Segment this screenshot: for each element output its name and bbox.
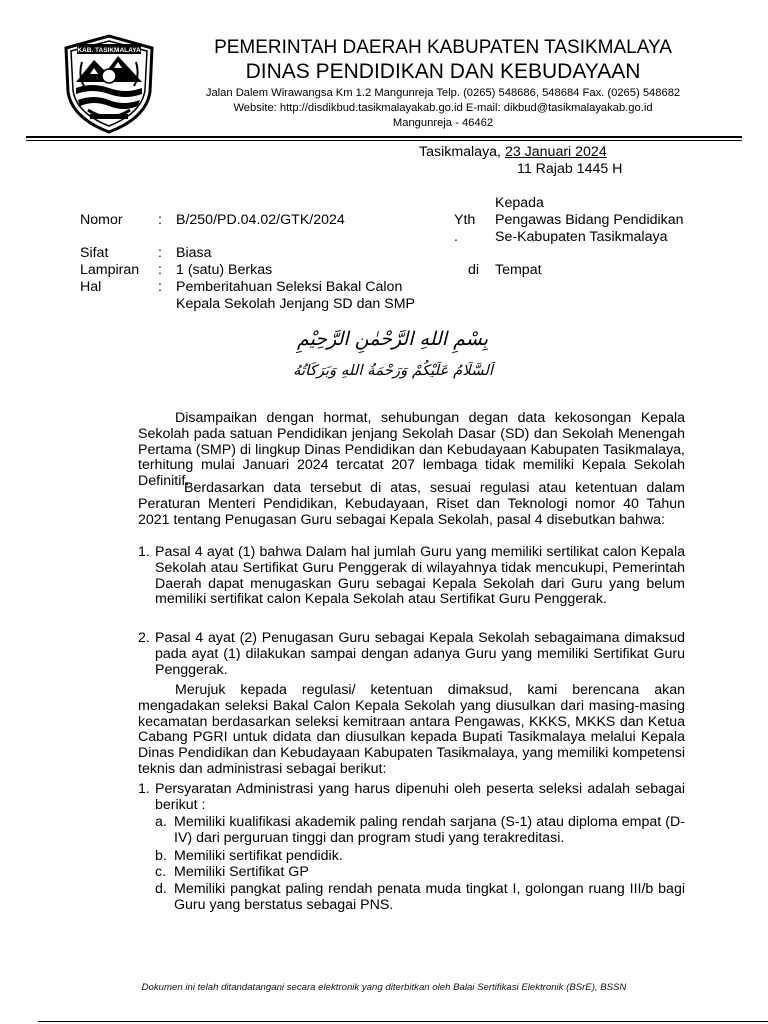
government-name: PEMERINTAH DAERAH KABUPATEN TASIKMALAYA — [214, 37, 672, 58]
basmalah-text: بِسْمِ اللهِ الرَّحْمٰنِ الرَّحِيْمِ — [297, 328, 488, 350]
hal-value-line1: Pemberitahuan Seleksi Bakal Calon — [176, 279, 403, 295]
hal-label: Hal — [80, 279, 102, 295]
svg-text:KAB. TASIKMALAYA: KAB. TASIKMALAYA — [77, 47, 141, 54]
list1-item1-text: Pasal 4 ayat (1) bahwa Dalam hal jumlah Guru yang memiliki sertilikat calon Kepala Sekolah atau Sertifikat Guru Penggerak di wilayahnya tidak mencukupi, Pemerintah Daerah dapat menugaskan Guru sebagai Kepala Sekolah dari Guru yang belum memiliki sertifikat calon Kepala Sekolah atau Sertifikat Guru Penggerak. — [155, 544, 685, 608]
office-address: Jalan Dalem Wirawangsa Km 1.2 Mangunreja Telp. (0265) 548686, 548684 Fax. (0265) 548682 — [205, 87, 681, 99]
sifat-value: Biasa — [176, 245, 212, 261]
regency-emblem-logo — [60, 34, 158, 134]
date-hijri: 11 Rajab 1445 H — [517, 161, 623, 177]
recipient-yth-dot: . — [454, 229, 458, 245]
sub-item-a-text: Memiliki kualifikasi akademik paling rendah sarjana (S-1) atau diploma empat (D-IV) dari perguruan tinggi dan program studi yang terakreditasi. — [174, 814, 685, 846]
basmalah-calligraphy — [288, 317, 498, 387]
hal-value-line2: Kepala Sekolah Jenjang SD dan SMP — [176, 296, 415, 312]
sifat-label: Sifat — [80, 245, 109, 261]
letterhead-rule-thick — [26, 136, 742, 138]
hal-colon: : — [158, 279, 162, 295]
paragraph-plan: Merujuk kepada regulasi/ ketentuan dimaksud, kami berencana akan mengadakan seleksi Bakal Calon Kepala Sekolah yang diusulkan dari masing-masing kecamatan berdasarkan seleksi kemitraan antara Pengawas, KKKS, MKKS dan Ketua Cabang PGRI untuk didata dan diusulkan kepada Bupati Tasikmalaya melalui Kepala Dinas Pendidikan dan Kebudayaan Kabupaten Tasikmalaya, yang memiliki kompetensi teknis dan administrasi sebagai berikut: — [138, 682, 685, 777]
page-bottom-rule — [38, 1021, 768, 1022]
list2-item1-text: Persyaratan Administrasi yang harus dipenuhi oleh peserta seleksi adalah sebagai berikut : — [155, 781, 685, 813]
recipient-di: di — [468, 262, 480, 278]
nomor-value: B/250/PD.04.02/GTK/2024 — [176, 212, 345, 228]
sub-item-b-text: Memiliki sertifikat pendidik. — [174, 848, 343, 864]
paragraph-regulation: Berdasarkan data tersebut di atas, sesuai regulasi atau ketentuan dalam Peraturan Menteri Pendidikan, Kebudayaan, Riset dan Teknologi nomor 40 Tahun 2021 tentang Penugasan Guru sebagai Kepala Sekolah, pasal 4 disebutkan bahwa: — [138, 480, 685, 528]
list1-item2-number: 2. — [138, 630, 150, 646]
list2-item1-number: 1. — [138, 781, 150, 797]
recipient-yth: Yth — [454, 212, 476, 228]
salam-text: اَلسَّلَامُ عَلَيْكُمْ وَرَحْمَةُ اللهِ وَبَرَكَاتُهُ — [293, 363, 489, 379]
website-email: Website: http://disdikbud.tasikmalayakab.go.id E-mail: dikbud@tasikmalayakab.go.id — [233, 102, 653, 114]
sub-item-c-text: Memiliki Sertifikat GP — [174, 864, 309, 880]
list1-item2-text: Pasal 4 ayat (2) Penugasan Guru sebagai Kepala Sekolah sebagaimana dimaksud pada ayat (1) dilakukan sampai dengan adanya Guru yang memiliki Sertifikat Guru Penggerak. — [155, 630, 685, 678]
paragraph-opening: Disampaikan dengan hormat, sehubungan degan data kekosongan Kepala Sekolah pada satuan Pendidikan jenjang Sekolah Dasar (SD) dan Sekolah Menengah Pertama (SMP) di lingkup Dinas Pendidikan dan Kebudayaan Kabupaten Tasikmalaya, terhitung mulai Januari 2024 tercatat 207 lembaga tidak memiliki Kepala Sekolah Definitif. — [138, 410, 685, 490]
recipient-kepada: Kepada — [495, 195, 544, 211]
nomor-colon: : — [158, 212, 162, 228]
department-name: DINAS PENDIDIKAN DAN KEBUDAYAAN — [245, 60, 641, 83]
nomor-label: Nomor — [80, 212, 123, 228]
recipient-line2: Se-Kabupaten Tasikmalaya — [495, 229, 668, 245]
sub-item-d-letter: d. — [155, 881, 167, 897]
sub-item-b-letter: b. — [155, 848, 167, 864]
letter-date — [419, 144, 607, 161]
city-postal: Mangunreja - 46462 — [392, 117, 494, 129]
sub-item-c-letter: c. — [155, 864, 167, 880]
sifat-colon: : — [158, 245, 162, 261]
list1-item1-number: 1. — [138, 544, 150, 560]
recipient-line1: Pengawas Bidang Pendidikan — [495, 212, 684, 228]
lampiran-label: Lampiran — [80, 262, 140, 278]
letterhead-rule-thin — [26, 140, 742, 141]
electronic-signature-note: Dokumen ini telah ditandatangani secara elektronik yang diterbitkan oleh Balai Sertifikasi Elektronik (BSrE), BSSN — [141, 982, 627, 993]
lampiran-colon: : — [158, 262, 162, 278]
lampiran-value: 1 (satu) Berkas — [176, 262, 273, 278]
sub-item-d-text: Memiliki pangkat paling rendah penata muda tingkat I, golongan ruang III/b bagi Guru yang berstatus sebagai PNS. — [174, 881, 685, 913]
date-gregorian: 23 Januari 2024 — [504, 144, 607, 160]
recipient-tempat: Tempat — [495, 262, 542, 278]
sub-item-a-letter: a. — [155, 814, 167, 830]
date-place: Tasikmalaya, — [419, 144, 501, 160]
